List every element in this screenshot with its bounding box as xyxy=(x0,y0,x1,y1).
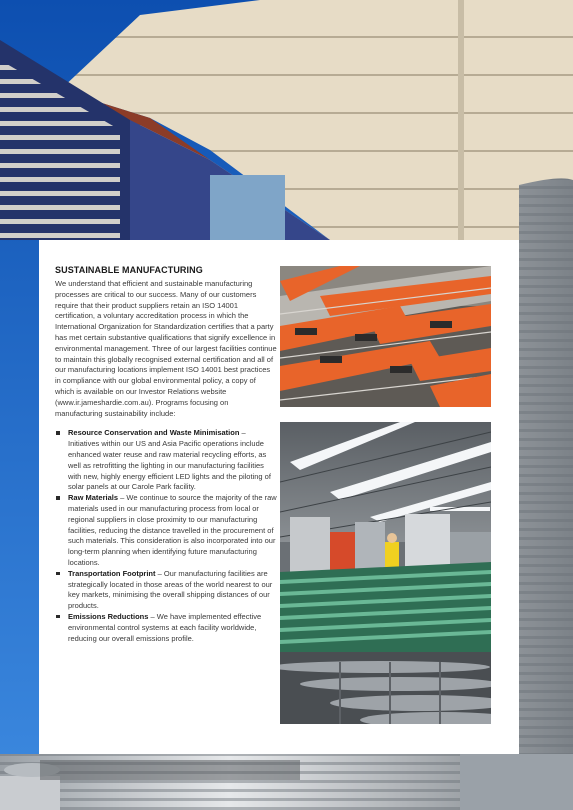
bullet-text: – Initiatives within our US and Asia Pacific operations include enhanced water reuse and raw material recycling efforts, as well as retrofitting the lighting in our manufacturing facilities with new, highly energy efficient LED lights and the piloting of solar panels at our Carole Park facility. xyxy=(68,428,271,492)
bullet-term: Transportation Footprint xyxy=(68,568,156,578)
factory-interior-photo xyxy=(280,422,491,724)
bullet-term: Raw Materials xyxy=(68,493,119,503)
bullet-marker xyxy=(56,496,60,500)
machinery-photo xyxy=(280,266,491,407)
list-item xyxy=(55,493,277,569)
text-column xyxy=(55,264,277,644)
bullet-text: – We continue to source the majority of the raw materials used in our manufacturing process from local or regional suppliers in close proximity to our manufacturing facilities, reducing the distance travelled in the procurement of such materials. This consideration is also incorporated into our long-term planning when identifying future manufacturing locations. xyxy=(68,493,277,567)
list-item xyxy=(55,428,277,493)
bullet-term: Resource Conservation and Waste Minimisation xyxy=(68,428,240,438)
bullet-text: – Our manufacturing facilities are strategically located in those areas of the world nearest to our key markets, minimising the overall shipping distances of our products. xyxy=(68,568,273,611)
content-panel xyxy=(39,240,519,754)
bullet-marker xyxy=(56,615,60,619)
bullet-marker xyxy=(56,431,60,435)
bullet-text: – We have implemented effective environmental control systems at each facility worldwide, reducing our overall emissions profile. xyxy=(68,611,262,643)
bullet-term: Emissions Reductions xyxy=(68,611,149,621)
section-heading: SUSTAINABLE MANUFACTURING xyxy=(55,265,203,275)
bullet-marker xyxy=(56,572,60,576)
list-item xyxy=(55,569,277,612)
list-item xyxy=(55,612,277,644)
bullet-list xyxy=(55,428,277,644)
intro-paragraph: We understand that efficient and sustainable manufacturing processes are critical to our success. Many of our customers require that their product suppliers retain an ISO 14001 certification, a voluntary accreditation process in which the International Organization for Standardization certifies that a party has met certain substantive qualifications that signify excellence in environmental management. Three of our largest facilities continue to maintain this globally recognised external certification and all of our manufacturing locations implement ISO 14001 best practices in compliance with our global environmental policy, a copy of which is available on our Investor Relations website (www.ir.jameshardie.com.au). Programs focusing on manufacturing sustainability include: xyxy=(55,279,277,418)
